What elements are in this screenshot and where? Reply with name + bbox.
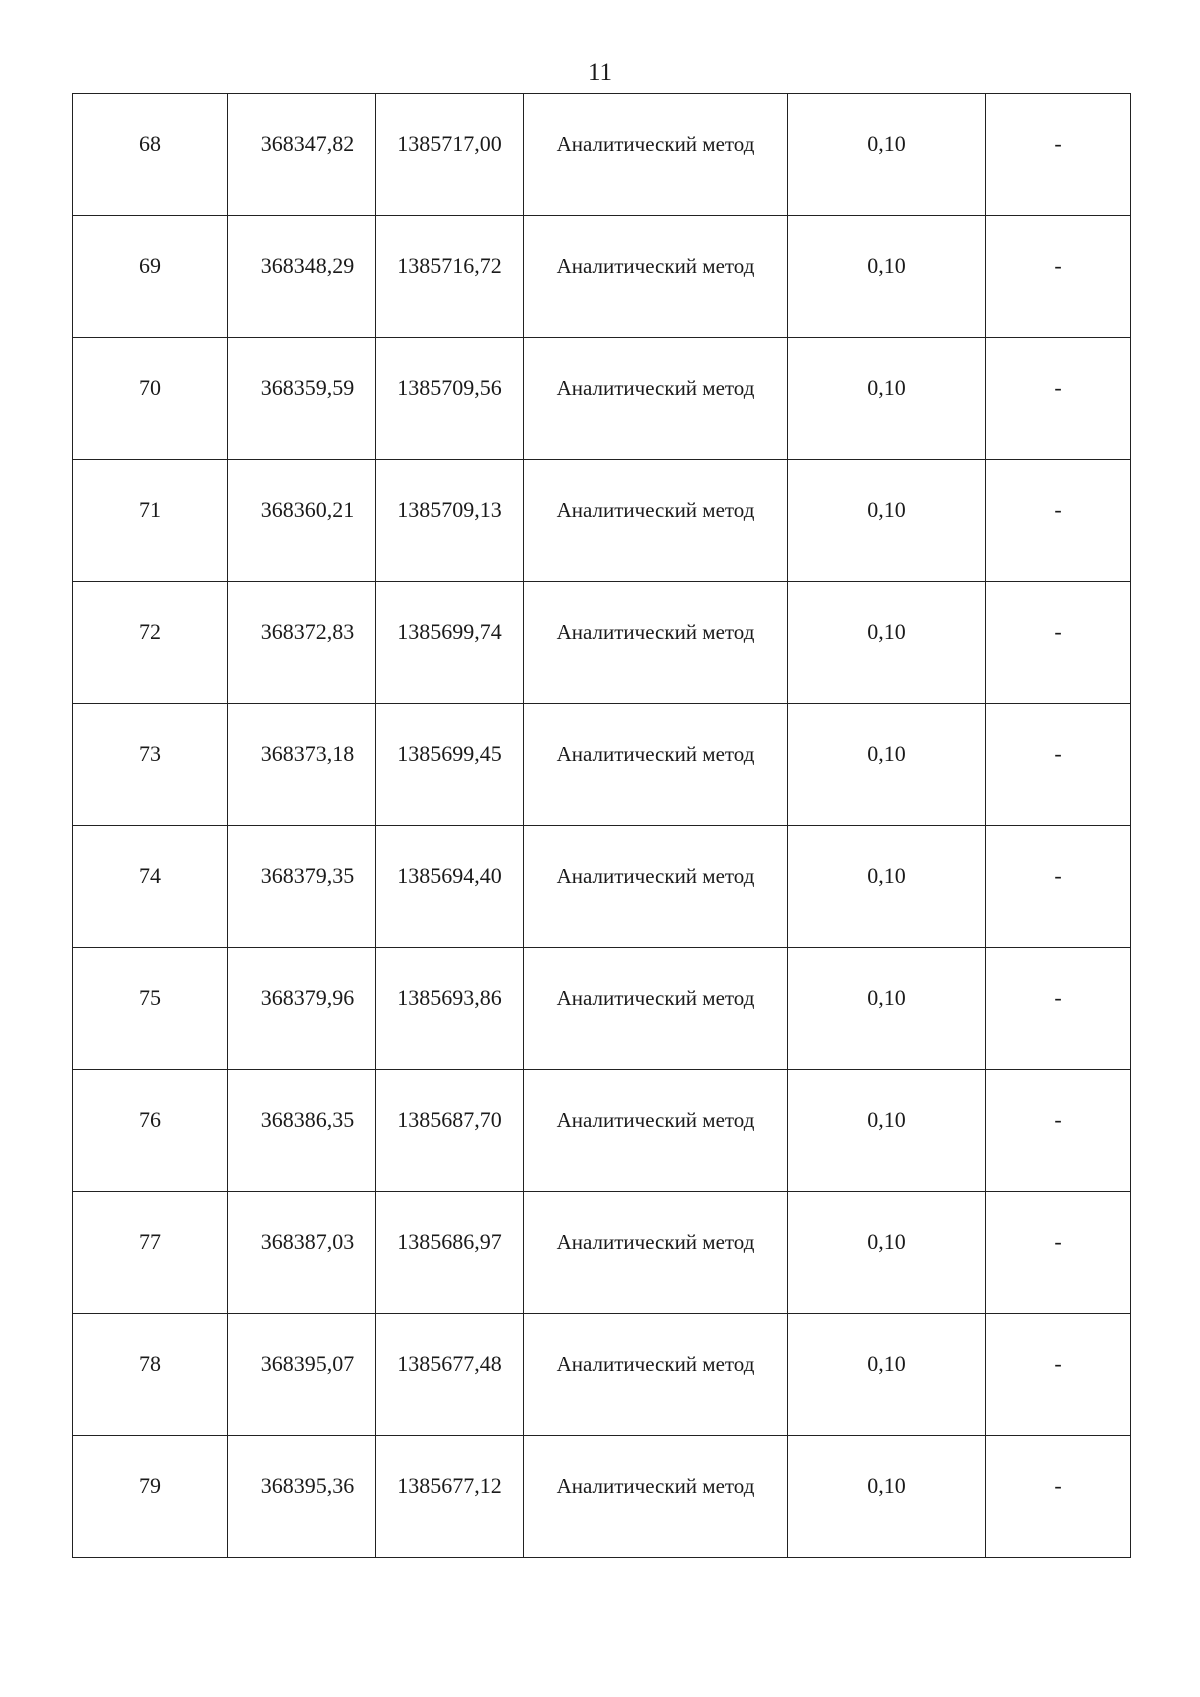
point-number-cell: [73, 948, 228, 1070]
note-cell: [986, 216, 1131, 338]
table-row: [73, 460, 1131, 582]
accuracy-cell: [788, 216, 986, 338]
note-cell: [986, 1192, 1131, 1314]
coordinate-x-cell: [228, 1192, 376, 1314]
note-cell-text: -: [1054, 375, 1062, 400]
note-cell: [986, 1070, 1131, 1192]
coordinate-x-cell-text: 368379,96: [260, 985, 355, 1010]
note-cell-text: -: [1054, 741, 1062, 766]
method-cell-text: Аналитический метод: [556, 864, 755, 888]
point-number-cell: [73, 94, 228, 216]
point-number-cell: [73, 460, 228, 582]
coordinate-x-cell: [228, 94, 376, 216]
coordinate-y-cell-text: 1385709,56: [397, 375, 502, 400]
method-cell: [524, 1436, 788, 1558]
accuracy-cell: [788, 1070, 986, 1192]
method-cell: [524, 94, 788, 216]
table-row: [73, 1314, 1131, 1436]
accuracy-cell-text: 0,10: [867, 741, 906, 766]
accuracy-cell-text: 0,10: [867, 1229, 906, 1254]
coordinate-y-cell-text: 1385677,12: [397, 1473, 502, 1498]
method-cell: [524, 1192, 788, 1314]
coordinate-x-cell: [228, 216, 376, 338]
coordinate-x-cell-text: 368379,35: [260, 863, 355, 888]
note-cell: [986, 826, 1131, 948]
coordinate-y-cell: [376, 1314, 524, 1436]
coordinate-x-cell-text: 368373,18: [260, 741, 355, 766]
page-number: 11: [587, 59, 613, 86]
accuracy-cell-text: 0,10: [867, 131, 906, 156]
method-cell: [524, 338, 788, 460]
accuracy-cell-text: 0,10: [867, 619, 906, 644]
method-cell-text: Аналитический метод: [556, 742, 755, 766]
coordinate-y-cell: [376, 338, 524, 460]
method-cell: [524, 460, 788, 582]
coordinate-y-cell: [376, 460, 524, 582]
coordinate-y-cell-text: 1385709,13: [397, 497, 502, 522]
table-row: [73, 1070, 1131, 1192]
note-cell: [986, 948, 1131, 1070]
note-cell-text: -: [1054, 863, 1062, 888]
coordinate-y-cell: [376, 216, 524, 338]
note-cell-text: -: [1054, 1351, 1062, 1376]
coordinate-y-cell-text: 1385699,74: [397, 619, 502, 644]
accuracy-cell-text: 0,10: [867, 375, 906, 400]
note-cell-text: -: [1054, 619, 1062, 644]
note-cell-text: -: [1054, 985, 1062, 1010]
coordinate-y-cell: [376, 1436, 524, 1558]
table-row: [73, 704, 1131, 826]
point-number-cell-text: 71: [139, 497, 161, 522]
coordinate-y-cell: [376, 1070, 524, 1192]
method-cell-text: Аналитический метод: [556, 254, 755, 278]
point-number-cell: [73, 1192, 228, 1314]
coordinate-y-cell-text: 1385677,48: [397, 1351, 502, 1376]
accuracy-cell: [788, 338, 986, 460]
accuracy-cell: [788, 704, 986, 826]
accuracy-cell-text: 0,10: [867, 1473, 906, 1498]
table-row: [73, 1192, 1131, 1314]
note-cell-text: -: [1054, 1229, 1062, 1254]
method-cell: [524, 1314, 788, 1436]
point-number-cell-text: 77: [139, 1229, 161, 1254]
accuracy-cell-text: 0,10: [867, 497, 906, 522]
table-body: [73, 94, 1131, 1558]
coordinate-x-cell-text: 368387,03: [260, 1229, 355, 1254]
note-cell-text: -: [1054, 131, 1062, 156]
method-cell-text: Аналитический метод: [556, 498, 755, 522]
table-row: [73, 338, 1131, 460]
coordinate-x-cell: [228, 1314, 376, 1436]
method-cell: [524, 582, 788, 704]
accuracy-cell: [788, 826, 986, 948]
method-cell-text: Аналитический метод: [556, 1230, 755, 1254]
point-number-cell-text: 76: [139, 1107, 161, 1132]
table-row: [73, 1436, 1131, 1558]
coordinate-x-cell: [228, 460, 376, 582]
method-cell: [524, 216, 788, 338]
note-cell-text: -: [1054, 1473, 1062, 1498]
coordinate-x-cell: [228, 826, 376, 948]
coordinate-y-cell-text: 1385699,45: [397, 741, 502, 766]
coordinate-y-cell: [376, 948, 524, 1070]
coordinate-x-cell: [228, 338, 376, 460]
coordinate-y-cell-text: 1385716,72: [397, 253, 502, 278]
coordinate-x-cell-text: 368386,35: [260, 1107, 355, 1132]
point-number-cell: [73, 1070, 228, 1192]
coordinate-y-cell-text: 1385686,97: [397, 1229, 502, 1254]
point-number-cell-text: 72: [139, 619, 161, 644]
accuracy-cell: [788, 582, 986, 704]
point-number-cell: [73, 1436, 228, 1558]
point-number-cell: [73, 826, 228, 948]
table-row: [73, 216, 1131, 338]
note-cell-text: -: [1054, 497, 1062, 522]
note-cell-text: -: [1054, 1107, 1062, 1132]
coordinate-x-cell: [228, 948, 376, 1070]
coordinate-x-cell: [228, 1070, 376, 1192]
coordinates-table: [72, 93, 1131, 1558]
method-cell: [524, 948, 788, 1070]
note-cell: [986, 460, 1131, 582]
point-number-cell: [73, 1314, 228, 1436]
method-cell-text: Аналитический метод: [556, 1108, 755, 1132]
coordinate-x-cell-text: 368395,36: [260, 1473, 355, 1498]
method-cell-text: Аналитический метод: [556, 986, 755, 1010]
point-number-cell-text: 74: [139, 863, 161, 888]
coordinate-y-cell: [376, 582, 524, 704]
note-cell: [986, 1314, 1131, 1436]
method-cell-text: Аналитический метод: [556, 1352, 755, 1376]
coordinate-x-cell-text: 368347,82: [260, 131, 355, 156]
method-cell-text: Аналитический метод: [556, 1474, 755, 1498]
coordinate-x-cell: [228, 704, 376, 826]
accuracy-cell: [788, 1192, 986, 1314]
point-number-cell-text: 73: [139, 741, 161, 766]
coordinate-y-cell-text: 1385687,70: [397, 1107, 502, 1132]
coordinate-x-cell: [228, 1436, 376, 1558]
point-number-cell-text: 78: [139, 1351, 161, 1376]
coordinate-y-cell: [376, 704, 524, 826]
note-cell: [986, 94, 1131, 216]
note-cell: [986, 338, 1131, 460]
coordinate-x-cell-text: 368372,83: [260, 619, 355, 644]
note-cell: [986, 704, 1131, 826]
point-number-cell-text: 68: [139, 131, 161, 156]
accuracy-cell-text: 0,10: [867, 1107, 906, 1132]
point-number-cell: [73, 216, 228, 338]
accuracy-cell-text: 0,10: [867, 253, 906, 278]
method-cell-text: Аналитический метод: [556, 620, 755, 644]
coordinate-y-cell: [376, 94, 524, 216]
accuracy-cell-text: 0,10: [867, 1351, 906, 1376]
note-cell: [986, 1436, 1131, 1558]
coordinate-y-cell-text: 1385693,86: [397, 985, 502, 1010]
accuracy-cell-text: 0,10: [867, 985, 906, 1010]
coordinate-y-cell: [376, 1192, 524, 1314]
method-cell: [524, 1070, 788, 1192]
coordinate-x-cell-text: 368395,07: [260, 1351, 355, 1376]
note-cell-text: -: [1054, 253, 1062, 278]
table-row: [73, 948, 1131, 1070]
point-number-cell-text: 75: [139, 985, 161, 1010]
table-row: [73, 94, 1131, 216]
point-number-cell-text: 79: [139, 1473, 161, 1498]
accuracy-cell: [788, 460, 986, 582]
method-cell: [524, 704, 788, 826]
accuracy-cell: [788, 1314, 986, 1436]
accuracy-cell: [788, 94, 986, 216]
accuracy-cell: [788, 948, 986, 1070]
coordinate-y-cell-text: 1385717,00: [397, 131, 502, 156]
point-number-cell-text: 70: [139, 375, 161, 400]
table-row: [73, 582, 1131, 704]
point-number-cell-text: 69: [139, 253, 161, 278]
point-number-cell: [73, 338, 228, 460]
coordinate-y-cell: [376, 826, 524, 948]
coordinate-x-cell: [228, 582, 376, 704]
coordinate-x-cell-text: 368359,59: [260, 375, 355, 400]
accuracy-cell-text: 0,10: [867, 863, 906, 888]
accuracy-cell: [788, 1436, 986, 1558]
table-row: [73, 826, 1131, 948]
point-number-cell: [73, 582, 228, 704]
point-number-cell: [73, 704, 228, 826]
note-cell: [986, 582, 1131, 704]
coordinate-x-cell-text: 368348,29: [260, 253, 355, 278]
method-cell-text: Аналитический метод: [556, 132, 755, 156]
coordinate-y-cell-text: 1385694,40: [397, 863, 502, 888]
method-cell: [524, 826, 788, 948]
method-cell-text: Аналитический метод: [556, 376, 755, 400]
coordinate-x-cell-text: 368360,21: [260, 497, 355, 522]
